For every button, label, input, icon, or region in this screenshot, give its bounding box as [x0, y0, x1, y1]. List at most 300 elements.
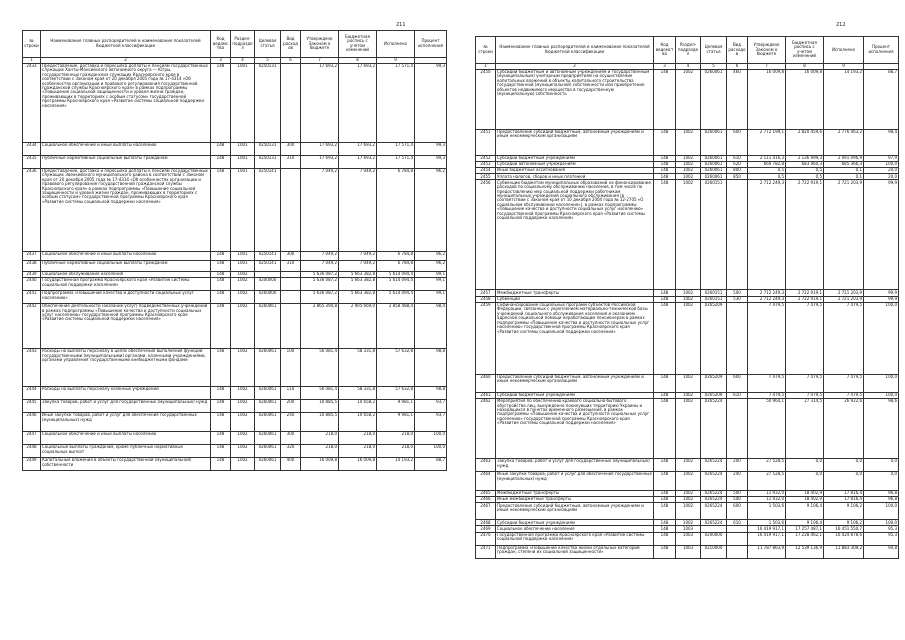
cell-dept-code: 148 — [211, 457, 231, 470]
cell-execution-percent: 94,8 — [864, 545, 899, 558]
cell-target-article: 0250141 — [255, 251, 281, 260]
cell-executed-amount: 6 784,8 — [377, 168, 415, 251]
cell-executed-amount: 9 106,2 — [824, 520, 864, 526]
cell-section-code: 1002 — [676, 458, 701, 471]
budget-table — [475, 36, 899, 559]
cell-dept-code: 148 — [654, 174, 676, 180]
cell-dept-code: 148 — [211, 260, 231, 271]
column-header-approved-amount: Утверждено Законом о бюджете — [301, 31, 339, 58]
cell-revised-amount: 2 722 919,1 — [786, 296, 824, 302]
cell-row-name: Предоставление субсидий бюджетным, автономным учреждениям и иным некоммерческим организациям — [496, 129, 654, 155]
cell-row-name: Расходы на выплаты персоналу в целях обеспечения выполнения функций государственными (муниципальными) органами, казенными учреждениями, органами управления государственными внебюджетными фондами — [41, 348, 211, 386]
cell-approved-amount: 27 528,5 — [748, 471, 786, 490]
cell-row-name: Уплата налогов, сборов и иных платежей — [496, 174, 654, 180]
cell-target-article: 0260061 — [255, 457, 281, 470]
column-header-executed-amount: Исполнено — [824, 37, 864, 64]
table-row — [23, 260, 447, 271]
cell-expense-type: 310 — [281, 260, 301, 271]
column-number: 7 — [301, 57, 339, 63]
cell-execution-percent: 96,2 — [415, 168, 447, 251]
column-header-row-number: № строки — [23, 31, 41, 58]
cell-target-article: 0260061 — [701, 161, 727, 167]
column-number: 8 — [786, 63, 824, 69]
table-row — [476, 302, 899, 374]
cell-revised-amount: 9 106,4 — [786, 520, 824, 526]
cell-executed-amount: 0,0 — [824, 458, 864, 471]
cell-row-name: Иные межбюджетные трансферты — [496, 497, 654, 503]
cell-target-article: 0265224 — [701, 471, 727, 490]
cell-dept-code: 148 — [654, 129, 676, 155]
cell-approved-amount: 7 479,5 — [748, 392, 786, 398]
cell-approved-amount: 660 782,8 — [748, 161, 786, 167]
cell-execution-percent: 93,7 — [415, 412, 447, 431]
cell-approved-amount: 16 419 917,1 — [748, 532, 786, 545]
cell-revised-amount: 7 479,5 — [786, 374, 824, 392]
cell-row-number: 2456 — [476, 180, 496, 290]
cell-revised-amount: 7 049,2 — [339, 260, 377, 271]
cell-row-number: 2463 — [476, 458, 496, 471]
cell-executed-amount: 9 981,1 — [377, 412, 415, 431]
cell-row-number: 2438 — [23, 260, 41, 271]
cell-row-name: Социальное обеспечение населения — [496, 526, 654, 532]
cell-dept-code: 148 — [654, 180, 676, 290]
cell-expense-type: 100 — [281, 348, 301, 386]
cell-revised-amount: 0,5 — [786, 167, 824, 173]
cell-section-code: 1003 — [676, 545, 701, 558]
cell-executed-amount: 57 632,8 — [377, 348, 415, 386]
column-header-dept-code: Код ведомства — [654, 37, 676, 64]
cell-target-article: 0260061 — [701, 174, 727, 180]
cell-executed-amount: 5 614 094,4 — [377, 290, 415, 303]
cell-row-number: 2435 — [23, 155, 41, 168]
table-row — [23, 251, 447, 260]
cell-section-code: 1002 — [231, 431, 255, 444]
table-row — [23, 431, 447, 444]
cell-row-name: Субсидии автономным учреждениям — [496, 161, 654, 167]
column-number: 1 — [23, 57, 41, 63]
column-number: 1 — [476, 63, 496, 69]
cell-expense-type: 610 — [727, 392, 748, 398]
cell-section-code: 1003 — [676, 532, 701, 545]
cell-execution-percent: 99,9 — [864, 296, 899, 302]
cell-section-code: 1002 — [676, 471, 701, 490]
cell-execution-percent: 99,3 — [415, 142, 447, 155]
cell-execution-percent: 99,1 — [415, 290, 447, 303]
cell-section-code: 1002 — [231, 457, 255, 470]
cell-row-name: Мероприятия по обеспечению краевого социально-бытового обустройства лиц, вынужденно покинувших территорию Украины и находящихся в пунктах временного размещения, в рамках подпрограммы «Повышение качества и доступности социальных услуг населению» государственной программы Красноярского края «Развитие системы социальной поддержки населения» — [496, 398, 654, 458]
cell-section-code: 1002 — [676, 167, 701, 173]
cell-target-article: 0260061 — [701, 129, 727, 155]
cell-row-number: 2436 — [23, 168, 41, 251]
cell-target-article: 0260061 — [255, 386, 281, 399]
cell-executed-amount: 7 479,5 — [824, 392, 864, 398]
cell-expense-type: 240 — [281, 412, 301, 431]
cell-expense-type: 300 — [281, 431, 301, 444]
cell-expense-type — [281, 303, 301, 348]
cell-target-article: 0260151 — [701, 290, 727, 296]
cell-executed-amount: 6 784,8 — [377, 251, 415, 260]
cell-section-code: 1002 — [231, 290, 255, 303]
cell-row-number: 2452 — [476, 155, 496, 161]
column-header-row-name: Наименование главных распорядителей и наименование показателей бюджетной классификации — [496, 37, 654, 64]
cell-approved-amount: 2 865 394,8 — [301, 303, 339, 348]
cell-revised-amount: 58 331,8 — [339, 348, 377, 386]
cell-approved-amount: 2 111 416,3 — [748, 155, 786, 161]
column-header-target-article: Целевая статья — [701, 37, 727, 64]
cell-expense-type: 240 — [727, 471, 748, 490]
cell-expense-type — [727, 180, 748, 290]
page-number: 212 — [836, 22, 846, 28]
cell-executed-amount: 7 479,5 — [824, 302, 864, 374]
cell-dept-code: 148 — [654, 374, 676, 392]
column-header-expense-type: Вид расходов — [281, 31, 301, 58]
cell-approved-amount: 11 932,0 — [748, 490, 786, 496]
cell-row-number: 2444 — [23, 386, 41, 399]
cell-expense-type — [727, 398, 748, 458]
cell-execution-percent: 88,7 — [415, 457, 447, 470]
cell-row-name: Предоставление субсидий бюджетным, автономным учреждениям и иным некоммерческим организациям — [496, 503, 654, 520]
cell-approved-amount: 7 049,2 — [301, 251, 339, 260]
cell-execution-percent: 0,0 — [864, 458, 899, 471]
cell-row-number: 2457 — [476, 290, 496, 296]
cell-section-code: 1002 — [231, 444, 255, 457]
cell-execution-percent: 0,0 — [864, 471, 899, 490]
cell-executed-amount: 2 776 463,2 — [824, 129, 864, 155]
cell-executed-amount: 11 883 309,2 — [824, 545, 864, 558]
cell-row-name: Публичные нормативные социальные выплаты гражданам — [41, 155, 211, 168]
cell-dept-code: 148 — [654, 532, 676, 545]
report-page-right — [453, 0, 905, 640]
cell-executed-amount: 7 479,5 — [824, 374, 864, 392]
cell-target-article: 0250131 — [255, 142, 281, 155]
cell-revised-amount: 2 820 459,6 — [786, 129, 824, 155]
column-header-revised-amount: Бюджетная роспись с учетом изменений — [339, 31, 377, 58]
cell-target-article: 0250141 — [255, 168, 281, 251]
cell-executed-amount: 0,1 — [824, 174, 864, 180]
cell-revised-amount: 17 257 487,1 — [786, 526, 824, 532]
cell-revised-amount: 12 539 136,9 — [786, 545, 824, 558]
column-header-execution-percent: Процент исполнения — [864, 37, 899, 64]
cell-expense-type: 320 — [281, 444, 301, 457]
cell-row-number: 2434 — [23, 142, 41, 155]
cell-execution-percent: 99,1 — [415, 277, 447, 290]
table-row — [23, 303, 447, 348]
cell-row-name: Софинансирование социальных программ субъектов Российской Федерации, связанных с укреплением материально-технической базы учреждений социального обслуживания населения и оказанием адресной социальной помощи неработающим пенсионерам в рамках подпрограммы «Повышение качества и доступности социальных услуг населению» государственной программы Красноярского края «Развитие системы социальной поддержки населения» — [496, 302, 654, 374]
cell-section-code: 1002 — [676, 174, 701, 180]
cell-expense-type: 300 — [281, 251, 301, 260]
cell-executed-amount: 16 451 550,7 — [824, 526, 864, 532]
column-number: 6 — [727, 63, 748, 69]
cell-section-code: 1003 — [676, 526, 701, 532]
cell-dept-code: 148 — [654, 545, 676, 558]
cell-row-number: 2461 — [476, 392, 496, 398]
cell-approved-amount: 56 081,4 — [301, 386, 339, 399]
cell-target-article: 0265209 — [701, 374, 727, 392]
cell-target-article: 0260061 — [255, 431, 281, 444]
cell-target-article: 0210000 — [701, 545, 727, 558]
cell-dept-code: 148 — [654, 167, 676, 173]
cell-revised-amount: 27 314,5 — [786, 398, 824, 458]
table-row — [23, 290, 447, 303]
cell-row-name: Социальное обслуживание населения — [41, 271, 211, 277]
cell-row-name: Подпрограмма «Повышение качества жизни отдельных категорий граждан, степени их социальной защищенности» — [496, 545, 654, 558]
cell-expense-type: 110 — [281, 386, 301, 399]
cell-row-number: 2468 — [476, 520, 496, 526]
cell-revised-amount: 17 693,2 — [339, 63, 377, 142]
cell-target-article: 0260000 — [255, 290, 281, 303]
cell-row-name: Межбюджетные трансферты — [496, 290, 654, 296]
cell-row-number: 2446 — [23, 412, 41, 431]
cell-approved-amount: 5 636 087,2 — [301, 271, 339, 277]
cell-expense-type: 600 — [727, 129, 748, 155]
column-header-dept-code: Код ведомства — [211, 31, 231, 58]
cell-dept-code: 148 — [654, 471, 676, 490]
cell-row-number: 2464 — [476, 471, 496, 490]
cell-row-name: Субсидии бюджетным учреждениям — [496, 392, 654, 398]
column-header-section-code: Раздел-подраздел — [231, 31, 255, 58]
cell-revised-amount: 10 658,2 — [339, 412, 377, 431]
cell-row-number: 2450 — [476, 69, 496, 129]
cell-row-name: Обеспечение деятельности (оказание услуг) подведомственных учреждений в рамках подпрограммы «Повышение качества и доступности социальных услуг населению» государственной программы Красноярского края «Развитие системы социальной поддержки населения» — [41, 303, 211, 348]
cell-executed-amount: 17 571,4 — [377, 155, 415, 168]
cell-expense-type: 200 — [281, 399, 301, 412]
cell-dept-code: 148 — [654, 302, 676, 374]
cell-target-article: 0200000 — [255, 277, 281, 290]
cell-section-code: 1001 — [231, 260, 255, 271]
cell-execution-percent: 88,7 — [864, 69, 899, 129]
cell-row-name: Расходы на выплаты персоналу казенных учреждений — [41, 386, 211, 399]
cell-expense-type: 610 — [727, 155, 748, 161]
cell-section-code: 1002 — [676, 290, 701, 296]
cell-row-name: Иные закупки товаров, работ и услуг для обеспечения государственных (муниципальных) нужд — [496, 471, 654, 490]
cell-section-code: 1002 — [676, 296, 701, 302]
table-row — [476, 374, 899, 392]
cell-dept-code: 148 — [211, 168, 231, 251]
cell-section-code: 1001 — [231, 251, 255, 260]
cell-approved-amount: 5 636 087,2 — [301, 290, 339, 303]
cell-dept-code: 148 — [211, 431, 231, 444]
cell-revised-amount: 5 663 382,8 — [339, 290, 377, 303]
cell-row-name: Закупка товаров, работ и услуг для государственных (муниципальных) нужд — [496, 458, 654, 471]
cell-executed-amount: 2 721 203,9 — [824, 290, 864, 296]
table-row — [476, 545, 899, 558]
table-row — [23, 457, 447, 470]
cell-target-article: 0260061 — [255, 399, 281, 412]
cell-row-name: Государственная программа Красноярского края «Развитие системы социальной поддержки населения» — [41, 277, 211, 290]
cell-dept-code: 148 — [211, 386, 231, 399]
cell-dept-code: 148 — [211, 251, 231, 260]
cell-section-code: 1002 — [231, 386, 255, 399]
cell-row-name: Иные бюджетные ассигнования — [496, 167, 654, 173]
cell-row-name: Социальное обеспечение и иные выплаты населению — [41, 251, 211, 260]
cell-section-code: 1002 — [676, 155, 701, 161]
table-row — [23, 155, 447, 168]
column-header-section-code: Раздел-подраздел — [676, 37, 701, 64]
cell-revised-amount: 58 331,8 — [339, 386, 377, 399]
cell-executed-amount: 5 614 094,4 — [377, 277, 415, 290]
cell-revised-amount: 10 658,2 — [339, 399, 377, 412]
cell-expense-type: 610 — [727, 520, 748, 526]
cell-executed-amount: 6 784,8 — [377, 260, 415, 271]
cell-revised-amount: 18 402,9 — [786, 497, 824, 503]
cell-row-number: 2455 — [476, 174, 496, 180]
cell-execution-percent: 99,9 — [864, 290, 899, 296]
cell-section-code: 1002 — [676, 398, 701, 458]
cell-expense-type: 850 — [727, 174, 748, 180]
column-number: 9 — [377, 57, 415, 63]
cell-row-number: 2454 — [476, 167, 496, 173]
cell-execution-percent: 98,4 — [864, 129, 899, 155]
cell-execution-percent: 98,4 — [415, 303, 447, 348]
cell-row-number: 2469 — [476, 526, 496, 532]
cell-executed-amount: 14 193,2 — [377, 457, 415, 470]
cell-execution-percent: 100,0 — [864, 392, 899, 398]
cell-dept-code: 148 — [654, 155, 676, 161]
cell-approved-amount: 10 885,5 — [301, 412, 339, 431]
cell-approved-amount: 16 009,8 — [301, 457, 339, 470]
page-number: 211 — [396, 22, 406, 28]
cell-row-number: 2441 — [23, 290, 41, 303]
cell-execution-percent: 98,8 — [415, 386, 447, 399]
cell-row-number: 2458 — [476, 296, 496, 302]
cell-execution-percent: 20,0 — [864, 174, 899, 180]
cell-approved-amount: 5 636 087,2 — [301, 277, 339, 290]
cell-executed-amount: 16 424 878,6 — [824, 532, 864, 545]
cell-revised-amount: 2 136 999,3 — [786, 155, 824, 161]
cell-expense-type — [281, 63, 301, 142]
cell-revised-amount: 0,0 — [786, 471, 824, 490]
cell-section-code: 1002 — [676, 490, 701, 496]
column-number: 4 — [231, 57, 255, 63]
cell-revised-amount: 218,0 — [339, 444, 377, 457]
cell-section-code: 1002 — [676, 302, 701, 374]
table-row — [476, 526, 899, 532]
cell-approved-amount: 0,5 — [748, 167, 786, 173]
cell-executed-amount: 14 193,2 — [824, 69, 864, 129]
budget-table — [22, 30, 447, 471]
cell-expense-type — [727, 545, 748, 558]
table-row — [476, 180, 899, 290]
cell-row-number: 2445 — [23, 399, 41, 412]
cell-target-article: 0265224 — [701, 398, 727, 458]
column-number: 2 — [41, 57, 211, 63]
cell-approved-amount: 10 885,5 — [301, 399, 339, 412]
cell-dept-code: 148 — [654, 69, 676, 129]
cell-expense-type — [727, 532, 748, 545]
table-row — [23, 386, 447, 399]
cell-dept-code: 148 — [211, 271, 231, 277]
cell-execution-percent: 100,0 — [864, 161, 899, 167]
cell-expense-type — [281, 168, 301, 251]
column-header-revised-amount: Бюджетная роспись с учетом изменений — [786, 37, 824, 64]
table-row — [476, 532, 899, 545]
cell-dept-code: 148 — [211, 142, 231, 155]
cell-approved-amount: 0,5 — [748, 174, 786, 180]
cell-expense-type — [727, 302, 748, 374]
column-number: 3 — [654, 63, 676, 69]
table-row — [23, 63, 447, 142]
cell-target-article: 0260061 — [255, 348, 281, 386]
cell-executed-amount: 0,1 — [824, 167, 864, 173]
cell-expense-type: 530 — [727, 296, 748, 302]
cell-dept-code: 148 — [211, 399, 231, 412]
column-number: 6 — [281, 57, 301, 63]
cell-executed-amount: 2 091 096,9 — [824, 155, 864, 161]
cell-target-article: 0265224 — [701, 520, 727, 526]
cell-section-code: 1002 — [676, 374, 701, 392]
cell-dept-code: 148 — [211, 155, 231, 168]
cell-row-number: 2440 — [23, 277, 41, 290]
cell-section-code: 1002 — [231, 348, 255, 386]
cell-row-number: 2451 — [476, 129, 496, 155]
table-header — [23, 31, 447, 64]
cell-row-number: 2443 — [23, 348, 41, 386]
cell-approved-amount: 1 503,6 — [748, 503, 786, 520]
cell-dept-code: 148 — [654, 398, 676, 458]
cell-revised-amount: 17 693,2 — [339, 155, 377, 168]
table-row — [23, 444, 447, 457]
cell-approved-amount: 16 419 917,1 — [748, 526, 786, 532]
cell-execution-percent: 100,0 — [415, 431, 447, 444]
cell-execution-percent: 100,0 — [415, 444, 447, 457]
cell-section-code: 1001 — [231, 155, 255, 168]
column-header-executed-amount: Исполнено — [377, 31, 415, 58]
table-row — [476, 458, 899, 471]
cell-executed-amount: 0,0 — [824, 471, 864, 490]
cell-execution-percent: 97,9 — [864, 155, 899, 161]
cell-section-code: 1002 — [231, 271, 255, 277]
cell-section-code: 1002 — [231, 412, 255, 431]
table-row — [476, 129, 899, 155]
cell-row-name: Иные закупки товаров, работ и услуг для обеспечения государственных (муниципальных) нужд — [41, 412, 211, 431]
cell-revised-amount: 2 722 919,1 — [786, 290, 824, 296]
cell-expense-type: 400 — [281, 457, 301, 470]
cell-target-article: 0250141 — [255, 260, 281, 271]
cell-execution-percent: 100,0 — [864, 302, 899, 374]
cell-executed-amount: 17 816,4 — [824, 497, 864, 503]
table-row — [476, 471, 899, 490]
cell-execution-percent: 99,9 — [864, 180, 899, 290]
cell-approved-amount: 17 693,2 — [301, 63, 339, 142]
cell-execution-percent: 95,3 — [864, 526, 899, 532]
cell-approved-amount: 17 693,2 — [301, 142, 339, 155]
cell-section-code: 1002 — [676, 520, 701, 526]
cell-revised-amount: 16 009,8 — [339, 457, 377, 470]
cell-executed-amount: 2 721 203,9 — [824, 296, 864, 302]
cell-section-code: 1001 — [231, 168, 255, 251]
column-number: 3 — [211, 57, 231, 63]
cell-executed-amount: 17 571,4 — [377, 63, 415, 142]
cell-row-name: Подпрограмма «Повышение качества и доступности социальных услуг населению» — [41, 290, 211, 303]
cell-expense-type: 600 — [727, 503, 748, 520]
cell-approved-amount: 56 081,4 — [301, 348, 339, 386]
cell-dept-code: 148 — [654, 458, 676, 471]
cell-dept-code: 148 — [654, 520, 676, 526]
cell-execution-percent: 20,0 — [864, 167, 899, 173]
cell-dept-code: 148 — [211, 290, 231, 303]
cell-section-code: 1002 — [676, 69, 701, 129]
column-number: 9 — [824, 63, 864, 69]
cell-approved-amount: 50 964,1 — [748, 398, 786, 458]
cell-expense-type: 620 — [727, 161, 748, 167]
cell-section-code: 1002 — [231, 303, 255, 348]
cell-approved-amount: 16 009,8 — [748, 69, 786, 129]
table-row — [23, 348, 447, 386]
cell-executed-amount: 26 922,6 — [824, 398, 864, 458]
cell-revised-amount: 5 663 382,8 — [339, 271, 377, 277]
cell-approved-amount: 7 479,5 — [748, 302, 786, 374]
cell-expense-type: 800 — [727, 167, 748, 173]
